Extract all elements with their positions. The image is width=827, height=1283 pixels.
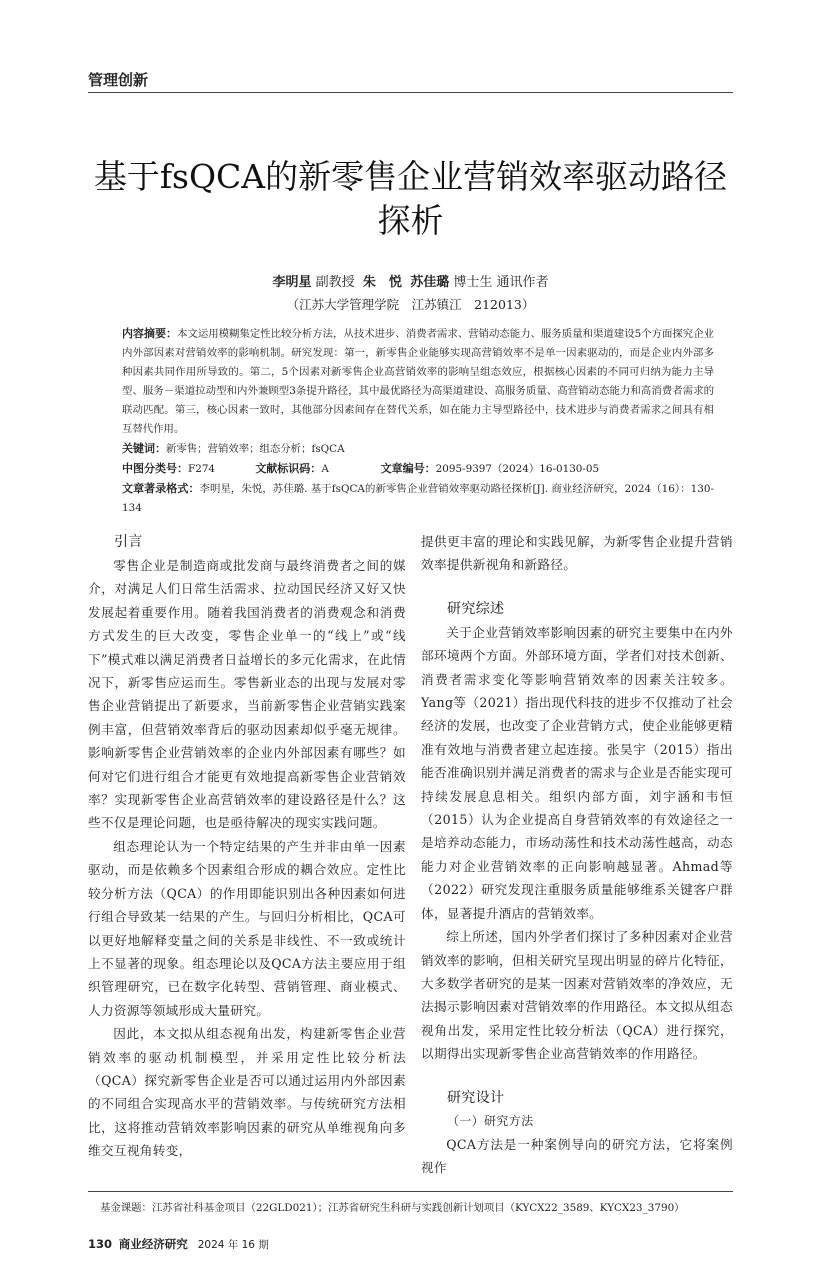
abstract-label: 内容摘要：	[122, 327, 178, 340]
page-number: 130	[88, 1237, 113, 1252]
section-label: 管理创新	[88, 71, 149, 89]
fund-note: 基金课题：江苏省社科基金项目（22GLD021）；江苏省研究生科研与实践创新计划项目（KYCX22_3589、KYCX23_3790）	[100, 1202, 685, 1215]
footnote-rule	[88, 1191, 733, 1192]
clc-value: F274	[188, 463, 216, 475]
abstract-block	[122, 324, 714, 518]
paragraph: QCA方法是一种案例导向的研究方法，它将案例视作	[421, 1136, 733, 1175]
author-name: 苏佳璐	[410, 275, 450, 290]
author-name: 李明星	[272, 275, 312, 290]
right-column	[421, 530, 733, 1179]
clc-label: 中图分类号：	[122, 462, 188, 475]
keywords-label: 关键词：	[122, 442, 166, 455]
article-no-value: 2095-9397（2024）16-0130-05	[435, 463, 600, 475]
subheading-method: （一）研究方法	[447, 1113, 534, 1128]
page-footer	[88, 1236, 733, 1253]
article-no-label: 文章编号：	[380, 462, 436, 475]
doc-code-value: A	[321, 463, 329, 475]
paragraph: 关于企业营销效率影响因素的研究主要集中在内外部环境两个方面。外部环境方面，学者们对技术创新、消费者需求变化等影响营销效率的因素关注较多。Yang等（2021）指出现代科技的进步不仅推动了社会经济的发展，也改变了企业营销方式，使企业能够更精准有效地与消费者建立起连接。张昊宇（2015）指出能否准确识别并满足消费者的需求与企业是否能实现可持续发展息息相关。组织内部方面，刘宇涵和韦恒（2015）认为企业提高自身营销效率的有效途径之一是培养动态能力，市场动荡性和技术动荡性越高，动态能力对企业营销效率的正向影响越显著。Ahmad等（2022）研究发现注重服务质量能够维系关键客户群体，显著提升酒店的营销效率。	[421, 624, 733, 921]
journal-name: 商业经济研究	[118, 1237, 188, 1252]
body-columns	[88, 530, 733, 1179]
affiliation: （江苏大学管理学院 江苏镇江 212013）	[286, 297, 535, 312]
header-rule	[88, 92, 733, 93]
heading-literature-review: 研究综述	[447, 600, 505, 617]
paper-title: 基于fsQCA的新零售企业营销效率驱动路径探析	[93, 157, 728, 240]
doc-code-label: 文献标识码：	[255, 462, 322, 475]
paragraph-continuation: 提供更丰富的理论和实践见解，为新零售企业提升营销效率提供新视角和新路径。	[421, 534, 733, 573]
heading-research-design: 研究设计	[447, 1089, 505, 1106]
paragraph: 组态理论认为一个特定结果的产生并非由单一因素驱动，而是依赖多个因素组合形成的耦合效应。定性比较分析方法（QCA）的作用即能识别出各种因素如何进行组合导致某一结果的产生。与回归分析相比，QCA可以更好地解释变量之间的关系是非线性、不一致或统计上不显著的现象。组态理论以及QCA方法主要应用于组织管理研究，已在数字化转型、营销管理、商业模式、人力资源等领域形成大量研究。	[88, 838, 406, 1018]
author-name: 朱 悦	[362, 275, 402, 290]
abstract-text: 本文运用模糊集定性比较分析方法，从技术进步、消费者需求、营销动态能力、服务质量和渠道建设5个方面探究企业内外部因素对营销效率的影响机制。研究发现：第一，新零售企业能够实现高营销效率不是单一因素驱动的，而是企业内外部多种因素共同作用所导致的。第二，5个因素对新零售企业高营销效率的影响呈组态效应，根据核心因素的不同可归纳为能力主导型、服务－渠道拉动型和内外兼顾型3条提升路径，其中最优路径为高渠道建设、高服务质量、高营销动态能力和高消费者需求的联动匹配。第三，核心因素一致时，其他部分因素间存在替代关系，如在能力主导型路径中，技术进步与消费者需求之间具有相互替代作用。	[122, 328, 715, 435]
paragraph: 零售企业是制造商或批发商与最终消费者之间的媒介，对满足人们日常生活需求、拉动国民经济又好又快发展起着重要作用。随着我国消费者的消费观念和消费方式发生的巨大改变，零售企业单一的“线上”或“线下”模式难以满足消费者日益增长的多元化需求，在此情况下，新零售应运而生。零售新业态的出现与发展对零售企业营销提出了新要求，当前新零售企业营销实践案例丰富，但营销效率背后的驱动因素却似乎毫无规律。影响新零售企业营销效率的企业内外部因素有哪些？如何对它们进行组合才能更有效地提高新零售企业营销效率？实现新零售企业高营销效率的建设路径是什么？这些不仅是理论问题，也是亟待解决的现实实践问题。	[88, 558, 406, 831]
paragraph: 综上所述，国内外学者们探讨了多种因素对企业营销效率的影响，但相关研究呈现出明显的碎片化特征，大多数学者研究的是某一因素对营销效率的净效应，无法揭示影响因素对营销效率的作用路径。本文拟从组态视角出发，采用定性比较分析法（QCA）进行探究，以期得出实现新零售企业高营销效率的作用路径。	[421, 929, 733, 1062]
author-line	[88, 273, 733, 293]
citation-text: 李明星，朱悦，苏佳璐. 基于fsQCA的新零售企业营销效率驱动路径探析[J]. 商业经济研究，2024（16）：130-134	[122, 483, 714, 514]
heading-introduction: 引言	[114, 534, 143, 550]
issue: 2024 年 16 期	[197, 1239, 269, 1252]
author-role: 副教授	[315, 275, 355, 290]
left-column	[88, 530, 406, 1179]
author-role: 博士生 通讯作者	[453, 275, 549, 290]
citation-label: 文章著录格式：	[122, 482, 200, 495]
keywords: 新零售；营销效率；组态分析；fsQCA	[166, 443, 345, 455]
paragraph: 因此，本文拟从组态视角出发，构建新零售企业营销效率的驱动机制模型，并采用定性比较分析法（QCA）探究新零售企业是否可以通过运用内外部因素的不同组合实现高水平的营销效率。与传统研究方法相比，这将推动营销效率影响因素的研究从单维视角向多维交互视角转变，	[88, 1026, 406, 1159]
